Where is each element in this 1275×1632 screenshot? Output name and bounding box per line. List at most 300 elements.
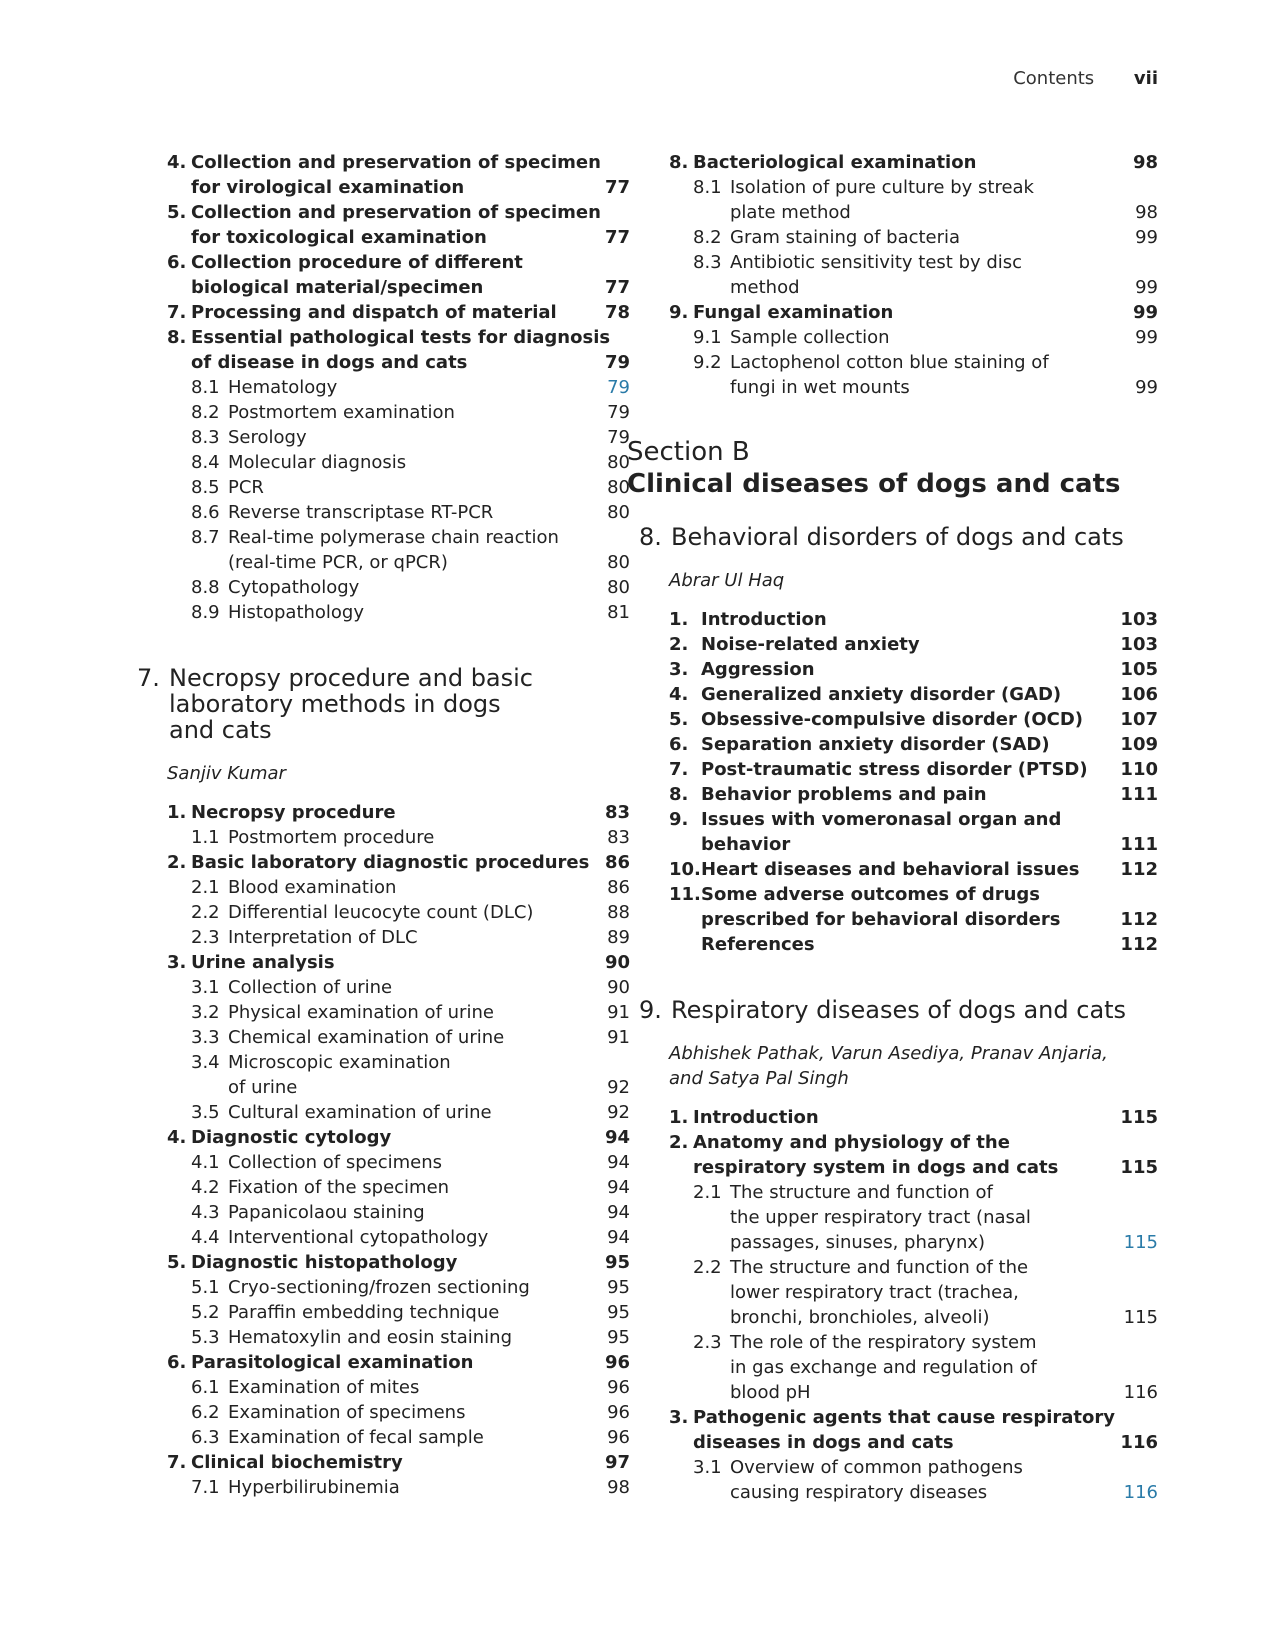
toc-entry-title: Chemical examination of urine: [228, 1027, 505, 1048]
toc-entry-line: [0, 175, 630, 200]
toc-entry-title: Paraffin embedding technique: [228, 1302, 500, 1323]
chapter-9-heading: [639, 997, 1158, 1023]
toc-entry-line: [645, 150, 1158, 175]
toc-entry-number: 8.5: [191, 477, 220, 498]
toc-entry-title: Diagnostic cytology: [191, 1127, 392, 1148]
toc-entry-number: 9.1: [693, 327, 722, 348]
toc-page-number: 89: [607, 927, 630, 948]
toc-entry-number: 3.5: [191, 1102, 220, 1123]
toc-entry-line: [645, 1430, 1158, 1455]
toc-entry-title: Generalized anxiety disorder (GAD): [701, 684, 1062, 705]
toc-page-number: 106: [1120, 684, 1158, 705]
toc-entry-title: Post-traumatic stress disorder (PTSD): [701, 759, 1088, 780]
toc-entry-line: [645, 375, 1158, 400]
toc-entry-line: [0, 1025, 630, 1050]
left-column: [0, 150, 630, 1500]
toc-entry-number: 2.: [669, 634, 689, 655]
toc-entry-title: Processing and dispatch of material: [191, 302, 557, 323]
toc-entry-title: Examination of specimens: [228, 1402, 466, 1423]
toc-entry-number: 8.: [167, 327, 187, 348]
toc-entry-line: [0, 400, 630, 425]
toc-entry-title: Collection and preservation of specimen: [191, 202, 601, 223]
toc-entry-title: (real-time PCR, or qPCR): [228, 552, 448, 573]
toc-entry-title: Bacteriological examination: [693, 152, 977, 173]
toc-entry-line: [645, 1130, 1158, 1155]
toc-page-number: 112: [1120, 934, 1158, 955]
toc-entry-line: [645, 1180, 1158, 1205]
toc-entry-title: Reverse transcriptase RT-PCR: [228, 502, 494, 523]
toc-entry-line: [645, 1255, 1158, 1280]
toc-entry-number: 1.: [669, 609, 689, 630]
toc-entry-line: [645, 857, 1158, 882]
chapter-number: 9.: [639, 996, 662, 1024]
toc-entry-number: 7.1: [191, 1477, 220, 1498]
toc-entry-title: Urine analysis: [191, 952, 335, 973]
toc-entry-title: The structure and function of the: [730, 1257, 1029, 1278]
toc-entry-line: [645, 250, 1158, 275]
toc-entry-line: [0, 1425, 630, 1450]
toc-entry-number: 6.3: [191, 1427, 220, 1448]
toc-entry-line: [645, 1480, 1158, 1505]
toc-entry-title: Papanicolaou staining: [228, 1202, 425, 1223]
toc-page-number: 90: [604, 952, 630, 973]
toc-page-number: 112: [1120, 909, 1158, 930]
toc-entry-title: Postmortem procedure: [228, 827, 435, 848]
toc-page-number: 77: [604, 277, 630, 298]
toc-entry-line: [0, 600, 630, 625]
toc-entry-line: [0, 525, 630, 550]
toc-entry-title: Antibiotic sensitivity test by disc: [730, 252, 1023, 273]
toc-page-number: 94: [604, 1127, 630, 1148]
toc-entry-line: [0, 875, 630, 900]
toc-entry-line: [0, 975, 630, 1000]
toc-entry-title: Hematoxylin and eosin staining: [228, 1327, 513, 1348]
toc-entry-line: [0, 225, 630, 250]
chapter-9-toc: [645, 1105, 1158, 1505]
toc-entry-number: 2.2: [191, 902, 220, 923]
toc-entry-number: 7.: [167, 302, 187, 323]
toc-entry-number: 4.: [669, 684, 689, 705]
toc-entry-line: [0, 925, 630, 950]
toc-entry-line: [0, 1100, 630, 1125]
page-number-link[interactable]: 79: [607, 377, 630, 398]
toc-entry-number: 1.: [167, 802, 187, 823]
toc-entry-title: Cultural examination of urine: [228, 1102, 492, 1123]
toc-page-number: 80: [607, 502, 630, 523]
toc-entry-title: causing respiratory diseases: [730, 1482, 988, 1503]
toc-entry-title: Molecular diagnosis: [228, 452, 407, 473]
toc-page-number: 79: [604, 352, 630, 373]
toc-entry-number: 5.2: [191, 1302, 220, 1323]
toc-entry-line: [645, 1355, 1158, 1380]
toc-entry-number: 6.1: [191, 1377, 220, 1398]
toc-entry-title: plate method: [730, 202, 851, 223]
toc-entry-line: [645, 732, 1158, 757]
toc-page-number: 99: [1135, 277, 1158, 298]
toc-page-number: 109: [1120, 734, 1158, 755]
toc-entry-number: 8.9: [191, 602, 220, 623]
chapter-author-line: Abhishek Pathak, Varun Asediya, Pranav Anjaria,: [669, 1043, 1108, 1064]
chapter-title-line: Necropsy procedure and basic: [169, 664, 533, 692]
toc-entry-title: Anatomy and physiology of the: [693, 1132, 1010, 1153]
chapter-7-toc: [0, 800, 630, 1500]
toc-page-number: 95: [604, 1252, 630, 1273]
toc-entry-title: Gram staining of bacteria: [730, 227, 961, 248]
toc-entry-line: [0, 250, 630, 275]
toc-entry-line: [645, 632, 1158, 657]
toc-entry-title: Issues with vomeronasal organ and: [701, 809, 1062, 830]
toc-entry-title: Postmortem examination: [228, 402, 455, 423]
toc-entry-number: 2.: [167, 852, 187, 873]
toc-entry-line: [645, 1280, 1158, 1305]
toc-entry-line: [645, 1405, 1158, 1430]
toc-page-number: 99: [1135, 227, 1158, 248]
toc-entry-title: Noise-related anxiety: [701, 634, 920, 655]
toc-entry-number: 5.: [669, 709, 689, 730]
toc-entry-line: [0, 1250, 630, 1275]
toc-page-number: 91: [607, 1027, 630, 1048]
toc-entry-line: [645, 1105, 1158, 1130]
chapter-title: Respiratory diseases of dogs and cats: [671, 996, 1127, 1024]
toc-entry-line: [0, 1150, 630, 1175]
toc-entry-number: 8.2: [693, 227, 722, 248]
toc-entry-number: 4.: [167, 1127, 187, 1148]
toc-entry-title: Parasitological examination: [191, 1352, 474, 1373]
toc-entry-number: 6.: [167, 252, 187, 273]
page-number-link[interactable]: 115: [1123, 1232, 1158, 1253]
toc-page-number: 95: [607, 1277, 630, 1298]
toc-entry-number: 8.2: [191, 402, 220, 423]
toc-entry-title: of urine: [228, 1077, 298, 1098]
toc-entry-number: 7.: [669, 759, 689, 780]
toc-entry-title: The role of the respiratory system: [730, 1332, 1037, 1353]
toc-entry-title: behavior: [701, 834, 791, 855]
toc-page-number: 111: [1120, 784, 1158, 805]
section-heading: [627, 436, 1158, 500]
toc-page-number: 86: [607, 877, 630, 898]
toc-entry-title: Overview of common pathogens: [730, 1457, 1023, 1478]
chapter-8-heading: [639, 524, 1158, 550]
toc-entry-line: [645, 275, 1158, 300]
toc-page-number: 111: [1120, 834, 1158, 855]
toc-page-number: 94: [607, 1202, 630, 1223]
toc-entry-title: prescribed for behavioral disorders: [701, 909, 1061, 930]
section-label: Section B: [627, 437, 750, 467]
toc-entry-title: passages, sinuses, pharynx): [730, 1232, 986, 1253]
chapter-author-line: and Satya Pal Singh: [669, 1068, 849, 1089]
toc-entry-line: [0, 825, 630, 850]
toc-entry-line: [645, 882, 1158, 907]
toc-page-number: 103: [1120, 609, 1158, 630]
toc-page-number: 92: [607, 1102, 630, 1123]
toc-page-number: 90: [607, 977, 630, 998]
toc-entry-line: [645, 607, 1158, 632]
toc-page-number: 86: [604, 852, 630, 873]
right-column: [627, 150, 1158, 1505]
toc-entry-number: 10.: [669, 859, 701, 880]
toc-page-number: 81: [607, 602, 630, 623]
toc-page-number: 116: [1120, 1432, 1158, 1453]
toc-page-number: 77: [604, 227, 630, 248]
toc-entry-title: Hyperbilirubinemia: [228, 1477, 400, 1498]
chapter-number: 7.: [137, 664, 160, 692]
toc-entry-title: Essential pathological tests for diagnosis: [191, 327, 611, 348]
toc-entry-title: biological material/specimen: [191, 277, 484, 298]
running-header: [0, 68, 1158, 89]
toc-entry-title: the upper respiratory tract (nasal: [730, 1207, 1031, 1228]
toc-page-number: 95: [607, 1327, 630, 1348]
chapter-author: Abrar Ul Haq: [669, 570, 785, 591]
toc-entry-line: [0, 1125, 630, 1150]
toc-entry-number: 4.1: [191, 1152, 220, 1173]
toc-page-number: 98: [1135, 202, 1158, 223]
toc-entry-line: [0, 1300, 630, 1325]
toc-entry-line: [645, 1380, 1158, 1405]
toc-entry-line: [645, 350, 1158, 375]
toc-entry-title: blood pH: [730, 1382, 811, 1403]
toc-page-number: 97: [604, 1452, 630, 1473]
toc-page-number: 105: [1120, 659, 1158, 680]
toc-entry-title: respiratory system in dogs and cats: [693, 1157, 1059, 1178]
toc-entry-title: Basic laboratory diagnostic procedures: [191, 852, 590, 873]
toc-entry-title: Fungal examination: [693, 302, 894, 323]
toc-entry-title: Histopathology: [228, 602, 365, 623]
toc-entry-title: The structure and function of: [730, 1182, 993, 1203]
toc-entry-title: of disease in dogs and cats: [191, 352, 468, 373]
toc-entry-line: [645, 707, 1158, 732]
toc-entry-title: References: [701, 934, 815, 955]
toc-page-number: 77: [604, 177, 630, 198]
toc-entry-line: [0, 1225, 630, 1250]
toc-entry-title: Collection of urine: [228, 977, 393, 998]
toc-entry-title: Some adverse outcomes of drugs: [701, 884, 1041, 905]
toc-list-continued: [0, 150, 630, 625]
toc-entry-number: 9.: [669, 302, 689, 323]
toc-entry-title: Introduction: [693, 1107, 819, 1128]
toc-entry-title: Necropsy procedure: [191, 802, 396, 823]
toc-entry-title: PCR: [228, 477, 264, 498]
toc-entry-line: [645, 657, 1158, 682]
toc-entry-number: 2.3: [693, 1332, 722, 1353]
toc-entry-title: Blood examination: [228, 877, 397, 898]
toc-entry-line: [0, 1350, 630, 1375]
toc-entry-line: [0, 950, 630, 975]
toc-entry-title: Isolation of pure culture by streak: [730, 177, 1034, 198]
toc-entry-line: [645, 932, 1158, 957]
toc-page-number: 96: [607, 1402, 630, 1423]
toc-entry-number: 8.7: [191, 527, 220, 548]
toc-entry-line: [0, 1175, 630, 1200]
section-title: Clinical diseases of dogs and cats: [627, 469, 1121, 499]
page-number-link[interactable]: 116: [1123, 1482, 1158, 1503]
toc-entry-number: 8.: [669, 152, 689, 173]
toc-entry-line: [0, 200, 630, 225]
toc-page-number: 80: [607, 552, 630, 573]
toc-entry-number: 2.2: [693, 1257, 722, 1278]
toc-entry-line: [645, 1305, 1158, 1330]
toc-entry-title: Cytopathology: [228, 577, 360, 598]
toc-entry-line: [0, 575, 630, 600]
toc-entry-number: 3.: [669, 1407, 689, 1428]
toc-entry-number: 6.: [167, 1352, 187, 1373]
toc-entry-title: lower respiratory tract (trachea,: [730, 1282, 1019, 1303]
toc-entry-number: 6.: [669, 734, 689, 755]
toc-page-number: 94: [607, 1227, 630, 1248]
toc-entry-number: 3.4: [191, 1052, 220, 1073]
toc-entry-number: 2.1: [191, 877, 220, 898]
toc-entry-line: [0, 325, 630, 350]
toc-entry-number: 8.6: [191, 502, 220, 523]
toc-entry-line: [0, 150, 630, 175]
toc-page-number: 96: [604, 1352, 630, 1373]
toc-entry-title: bronchi, bronchioles, alveoli): [730, 1307, 990, 1328]
toc-entry-title: Clinical biochemistry: [191, 1452, 403, 1473]
toc-entry-line: [0, 1325, 630, 1350]
toc-entry-title: Pathogenic agents that cause respiratory: [693, 1407, 1116, 1428]
toc-entry-number: 7.: [167, 1452, 187, 1473]
toc-entry-line: [0, 375, 630, 400]
toc-entry-number: 3.2: [191, 1002, 220, 1023]
toc-entry-title: Examination of mites: [228, 1377, 420, 1398]
toc-entry-number: 11.: [669, 884, 701, 905]
toc-entry-title: Examination of fecal sample: [228, 1427, 484, 1448]
chapter-title-line: and cats: [169, 716, 272, 744]
toc-entry-title: for virological examination: [191, 177, 465, 198]
toc-entry-line: [0, 275, 630, 300]
toc-entry-number: 4.3: [191, 1202, 220, 1223]
toc-entry-line: [645, 200, 1158, 225]
toc-entry-number: 5.1: [191, 1277, 220, 1298]
toc-entry-number: 6.2: [191, 1402, 220, 1423]
toc-page-number: 83: [607, 827, 630, 848]
chapter-author: [669, 1041, 1158, 1091]
toc-entry-line: [0, 1050, 630, 1075]
toc-entry-title: Real-time polymerase chain reaction: [228, 527, 559, 548]
toc-list-continued: [645, 150, 1158, 400]
toc-page-number: 80: [607, 477, 630, 498]
toc-entry-line: [645, 832, 1158, 857]
toc-entry-title: Cryo-sectioning/frozen sectioning: [228, 1277, 530, 1298]
toc-entry-number: 9.: [669, 809, 689, 830]
toc-page-number: 116: [1123, 1382, 1158, 1403]
toc-entry-line: [0, 1375, 630, 1400]
toc-page-number: 83: [604, 802, 630, 823]
toc-entry-title: Serology: [228, 427, 307, 448]
toc-entry-line: [645, 1205, 1158, 1230]
toc-entry-number: 8.: [669, 784, 689, 805]
toc-entry-title: Obsessive-compulsive disorder (OCD): [701, 709, 1084, 730]
toc-page-number: 79: [607, 402, 630, 423]
toc-entry-title: Physical examination of urine: [228, 1002, 494, 1023]
toc-page-number: 98: [607, 1477, 630, 1498]
toc-page-number: 94: [607, 1177, 630, 1198]
toc-page-number: 94: [607, 1152, 630, 1173]
toc-entry-line: [645, 175, 1158, 200]
toc-page-number: 115: [1120, 1157, 1158, 1178]
toc-entry-number: 2.1: [693, 1182, 722, 1203]
toc-entry-number: 3.1: [191, 977, 220, 998]
chapter-title-line: laboratory methods in dogs: [169, 690, 501, 718]
toc-entry-title: Separation anxiety disorder (SAD): [701, 734, 1050, 755]
toc-page-number: 99: [1132, 302, 1158, 323]
toc-entry-line: [645, 1455, 1158, 1480]
toc-page-number: 99: [1135, 377, 1158, 398]
toc-page-number: 95: [607, 1302, 630, 1323]
toc-entry-line: [0, 350, 630, 375]
toc-page-number: 80: [607, 452, 630, 473]
toc-entry-line: [645, 682, 1158, 707]
toc-page-number: 107: [1120, 709, 1158, 730]
toc-entry-line: [0, 425, 630, 450]
toc-entry-title: Interpretation of DLC: [228, 927, 418, 948]
toc-entry-line: [0, 800, 630, 825]
toc-entry-line: [645, 325, 1158, 350]
toc-entry-number: 8.4: [191, 452, 220, 473]
toc-page-number: 115: [1120, 1107, 1158, 1128]
toc-page-number: 96: [607, 1377, 630, 1398]
toc-page-number: 80: [607, 577, 630, 598]
toc-entry-number: 9.2: [693, 352, 722, 373]
toc-entry-title: Introduction: [701, 609, 827, 630]
toc-entry-line: [645, 782, 1158, 807]
toc-entry-title: for toxicological examination: [191, 227, 487, 248]
toc-page-number: 112: [1120, 859, 1158, 880]
toc-page-number: 115: [1123, 1307, 1158, 1328]
toc-entry-title: Aggression: [701, 659, 815, 680]
toc-entry-line: [0, 900, 630, 925]
toc-entry-title: Diagnostic histopathology: [191, 1252, 458, 1273]
toc-entry-number: 8.8: [191, 577, 220, 598]
toc-entry-line: [645, 225, 1158, 250]
toc-entry-line: [0, 1075, 630, 1100]
toc-entry-line: [0, 1400, 630, 1425]
toc-entry-number: 3.: [669, 659, 689, 680]
toc-entry-number: 1.: [669, 1107, 689, 1128]
toc-entry-line: [0, 1450, 630, 1475]
chapter-title: Behavioral disorders of dogs and cats: [671, 523, 1124, 551]
toc-entry-title: Fixation of the specimen: [228, 1177, 450, 1198]
toc-entry-title: Interventional cytopathology: [228, 1227, 489, 1248]
toc-page-number: 78: [604, 302, 630, 323]
toc-entry-line: [645, 1155, 1158, 1180]
chapter-title: [169, 665, 630, 743]
toc-entry-line: [0, 300, 630, 325]
toc-entry-title: Hematology: [228, 377, 338, 398]
chapter-author: Sanjiv Kumar: [167, 763, 286, 784]
toc-entry-title: Heart diseases and behavioral issues: [701, 859, 1080, 880]
toc-entry-title: Collection and preservation of specimen: [191, 152, 601, 173]
toc-entry-number: 5.3: [191, 1327, 220, 1348]
toc-page-number: 110: [1120, 759, 1158, 780]
toc-entry-title: Microscopic examination: [228, 1052, 451, 1073]
toc-entry-line: [645, 1330, 1158, 1355]
toc-entry-number: 4.: [167, 152, 187, 173]
toc-entry-number: 8.1: [191, 377, 220, 398]
toc-entry-number: 3.3: [191, 1027, 220, 1048]
toc-entry-line: [645, 807, 1158, 832]
toc-entry-title: in gas exchange and regulation of: [730, 1357, 1037, 1378]
toc-entry-title: Sample collection: [730, 327, 890, 348]
toc-entry-number: 4.2: [191, 1177, 220, 1198]
toc-entry-number: 5.: [167, 1252, 187, 1273]
toc-page-number: 88: [607, 902, 630, 923]
toc-entry-title: Lactophenol cotton blue staining of: [730, 352, 1049, 373]
toc-entry-line: [0, 450, 630, 475]
toc-entry-number: 8.3: [191, 427, 220, 448]
toc-entry-title: Behavior problems and pain: [701, 784, 987, 805]
toc-entry-line: [645, 1230, 1158, 1255]
toc-entry-line: [0, 475, 630, 500]
